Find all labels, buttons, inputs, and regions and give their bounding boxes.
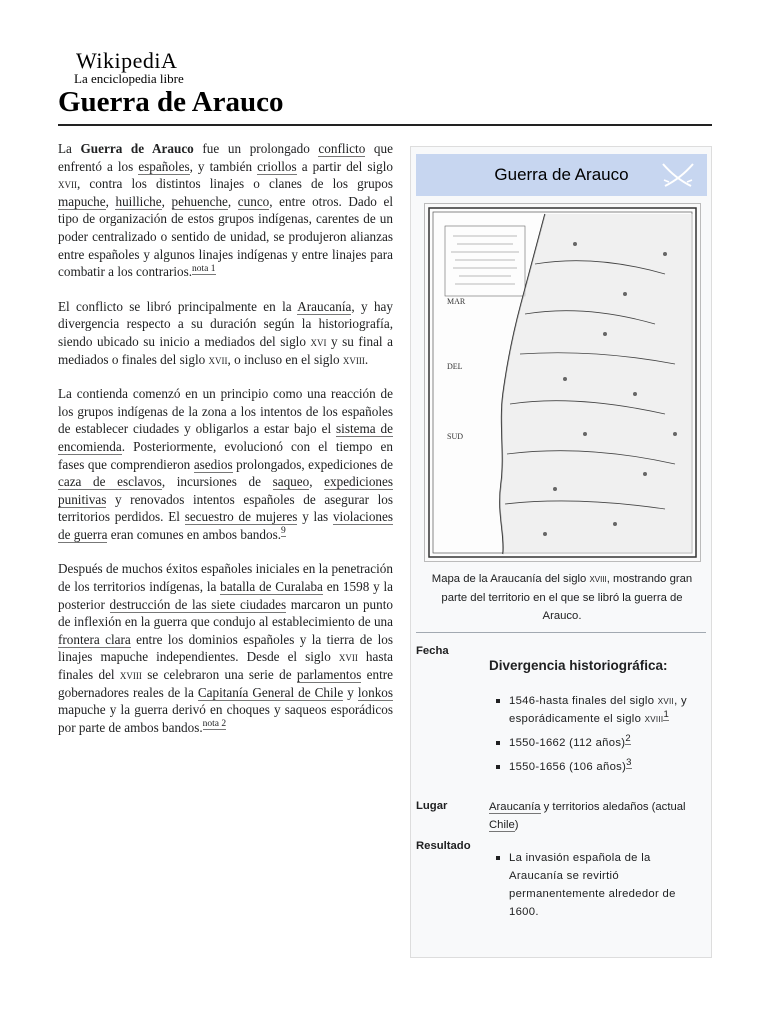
infobox-title: Guerra de Arauco [494,165,629,184]
divergencia-title: Divergencia historiográfica: [489,658,668,673]
crossed-swords-icon [661,160,695,190]
araucania-map-illustration [425,204,700,561]
article-body [58,140,393,753]
resultado-label: Resultado [416,840,471,852]
page-title: Guerra de Arauco [58,86,284,118]
fecha-item-3: 1550-1656 (106 años)$^3$ [509,758,707,776]
map-label-del: DEL [447,362,463,371]
map-caption: Mapa de la Araucanía del siglo xviii, mostrando gran parte del territorio en el que se libró la guerra de Arauco. [431,573,693,622]
resultado-list [489,849,689,927]
lugar-value: Araucanía y territorios aledaños (actual Chile) [489,801,686,831]
fecha-label: Fecha [416,645,449,657]
infobox-divider [416,632,706,633]
fecha-item-1: 1546-hasta finales del siglo xvii, y esporádicamente el siglo xviii$^1$ [509,692,707,728]
fecha-item-2: 1550-1662 (112 años)$^2$ [509,734,707,752]
paragraph-1: La Guerra de Arauco fue un prolongado conflicto que enfrentó a los españoles, y también criollos a partir del siglo xvii, contra los distintos linajes o clanes de los grupos mapuche, huilliche, pehuenche, cunco, entre otros. Dado el tipo de organización de estos grupos indígenas, carentes de un poder centralizado o sentido de unidad, se produjeron alianzas entre españoles y algunos linajes indígenas y entre linajes para combatir a los contrarios.$^{nota 1}$ [58,141,393,280]
wikipedia-logo-subtitle: La enciclopedia libre [74,71,184,86]
paragraph-2: El conflicto se libró principalmente en la Araucanía, y hay divergencia respecto a su duración según la historiografía, siendo ubicado su inicio a mediados del siglo xvi y su final a mediados o finales del siglo xvii, o incluso en el siglo xviii. [58,298,394,367]
resultado-item: La invasión española de la Araucanía se revirtió permanentemente alrededor de 1600. [509,849,689,921]
fecha-list [489,692,707,782]
paragraph-3: La contienda comenzó en un principio como una reacción de los grupos indígenas de la zona a los intentos de los españoles de establecer ciudades y obligarlos a estar bajo el sistema de encomienda. Posteriormente, evolucionó con el tiempo en fases que comprendieron asedios prolongados, expediciones de caza de esclavos, incursiones de saqueo, expediciones punitivas y renovados intentos españoles de asegurar los territorios perdidos. El secuestro de mujeres y las violaciones de guerra eran comunes en ambos bandos.$^9$ [58,386,394,542]
map-label-mar: MAR [447,297,466,306]
map-image[interactable] [424,203,701,562]
lugar-label: Lugar [416,800,448,812]
title-divider [58,124,712,126]
wikipedia-logo-title[interactable]: WikipediA [76,48,178,73]
infobox-header [416,154,707,196]
map-label-sud: SUD [447,432,464,441]
infobox [410,146,712,958]
paragraph-4: Después de muchos éxitos españoles iniciales en la penetración de los territorios indígenas, la batalla de Curalaba en 1598 y la posterior destrucción de las siete ciudades marcaron un punto de inflexión en la guerra que condujo al establecimiento de una frontera clara entre los dominios españoles y la tierra de los linajes mapuche independientes. Desde el siglo xvii hasta finales del xviii se celebraron una serie de parlamentos entre gobernadores reales de la Capitanía General de Chile y lonkos mapuche y la guerra derivó en choques y saqueos esporádicos por parte de ambos bandos.$^{nota 2}$ [58,561,394,735]
